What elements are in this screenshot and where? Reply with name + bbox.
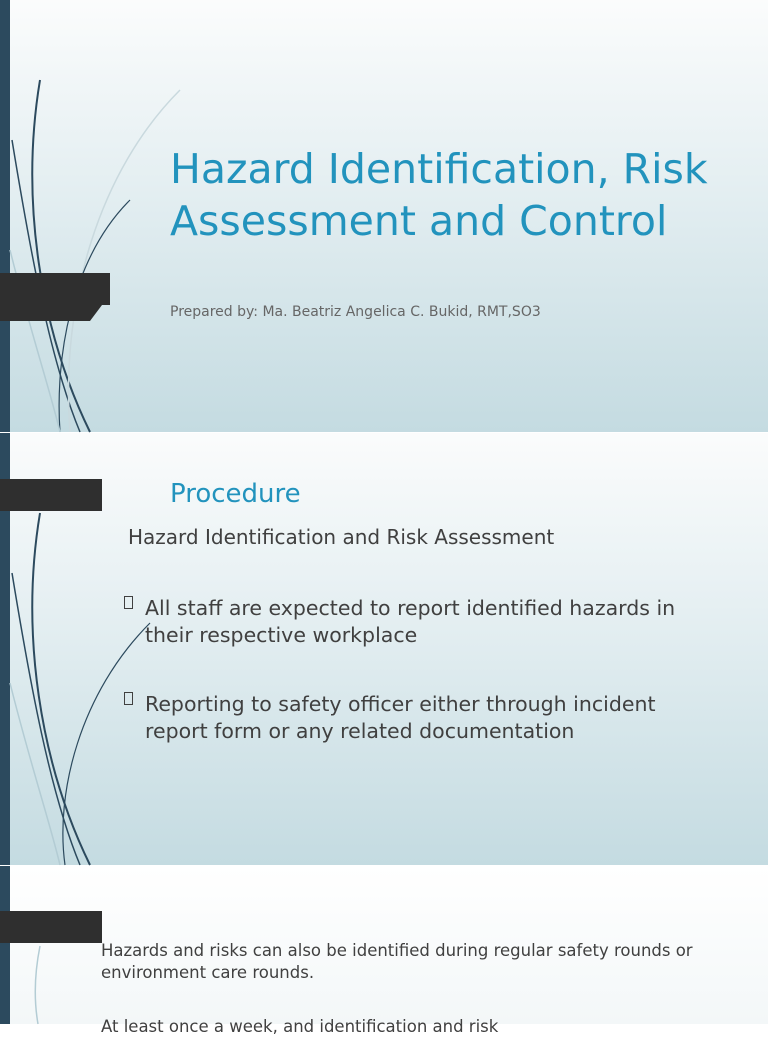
bullet-glyph-icon xyxy=(124,596,133,609)
slide-left-bar xyxy=(0,866,10,1024)
paragraph-weekly: At least once a week, and identification and risk xyxy=(101,1017,499,1036)
slide-tab-marker xyxy=(0,273,110,305)
slide-left-bar xyxy=(0,0,10,432)
slide-title xyxy=(0,0,768,432)
slide-tab-marker xyxy=(0,479,102,511)
slide-subheading: Hazard Identification and Risk Assessment xyxy=(128,525,555,549)
bullet-text: Reporting to safety officer either through incident report form or any related documentation xyxy=(145,692,656,743)
presenter-subtitle: Prepared by: Ma. Beatriz Angelica C. Bukid, RMT,SO3 xyxy=(170,304,541,320)
slide-heading: Procedure xyxy=(170,479,301,509)
presentation-title: Hazard Identification, Risk Assessment and Control xyxy=(170,145,708,245)
slide-hazard-rounds xyxy=(0,866,768,1036)
bullet-glyph-icon xyxy=(124,692,133,705)
bullet-text: All staff are expected to report identified hazards in their respective workplace xyxy=(145,596,676,647)
slide-tab-marker xyxy=(0,911,102,943)
slide-procedure xyxy=(0,433,768,865)
paragraph-hazard-rounds: Hazards and risks can also be identified during regular safety rounds or environment care rounds. xyxy=(101,941,693,982)
